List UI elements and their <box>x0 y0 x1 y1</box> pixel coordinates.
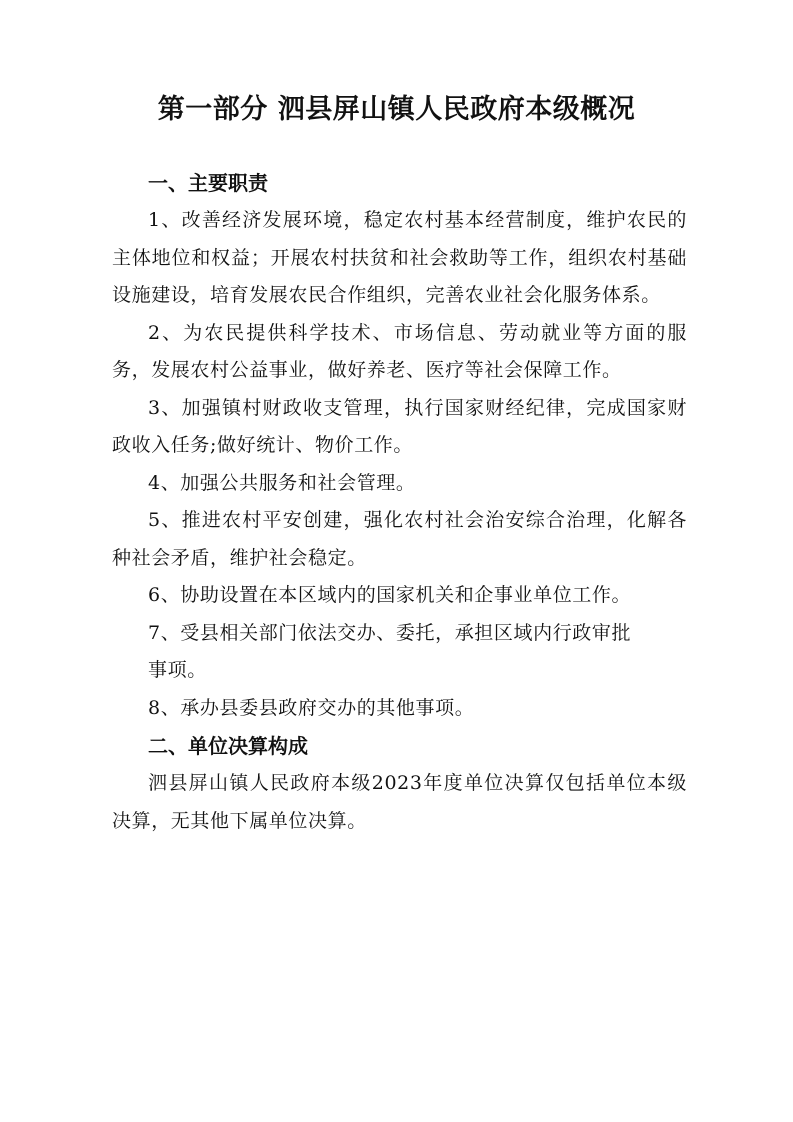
duty-item-4: 4、加强公共服务和社会管理。 <box>148 471 416 494</box>
section-heading-unit-composition: 二、单位决算构成 <box>148 734 308 758</box>
section-heading-main-duties: 一、主要职责 <box>148 171 268 195</box>
duty-item-7: 7、受县相关部门依法交办、委托，承担区域内行政审批 <box>148 621 632 644</box>
duty-item-7-continued: 事项。 <box>148 659 207 681</box>
unit-composition-text: 泗县屏山镇人民政府本级2023年度单位决算仅包括单位本级决算，无其他下属单位决算。 <box>112 772 687 832</box>
page-title: 第一部分 泗县屏山镇人民政府本级概况 <box>157 94 636 125</box>
duty-item-3: 3、加强镇村财政收支管理，执行国家财经纪律，完成国家财政收入任务;做好统计、物价工作。 <box>112 396 687 456</box>
duty-item-8: 8、承办县委县政府交办的其他事项。 <box>148 696 475 719</box>
duty-item-5: 5、推进农村平安创建，强化农村社会治安综合治理，化解各种社会矛盾，维护社会稳定。 <box>112 509 687 569</box>
duty-item-1: 1、改善经济发展环境，稳定农村基本经营制度，维护农民的主体地位和权益；开展农村扶贫和社会救助等工作，组织农村基础设施建设，培育发展农民合作组织，完善农业社会化服务体系。 <box>112 209 687 306</box>
duty-item-6: 6、协助设置在本区域内的国家机关和企事业单位工作。 <box>148 584 632 606</box>
document-body <box>112 164 687 840</box>
duty-item-2: 2、为农民提供科学技术、市场信息、劳动就业等方面的服务，发展农村公益事业，做好养老、医疗等社会保障工作。 <box>112 321 687 381</box>
